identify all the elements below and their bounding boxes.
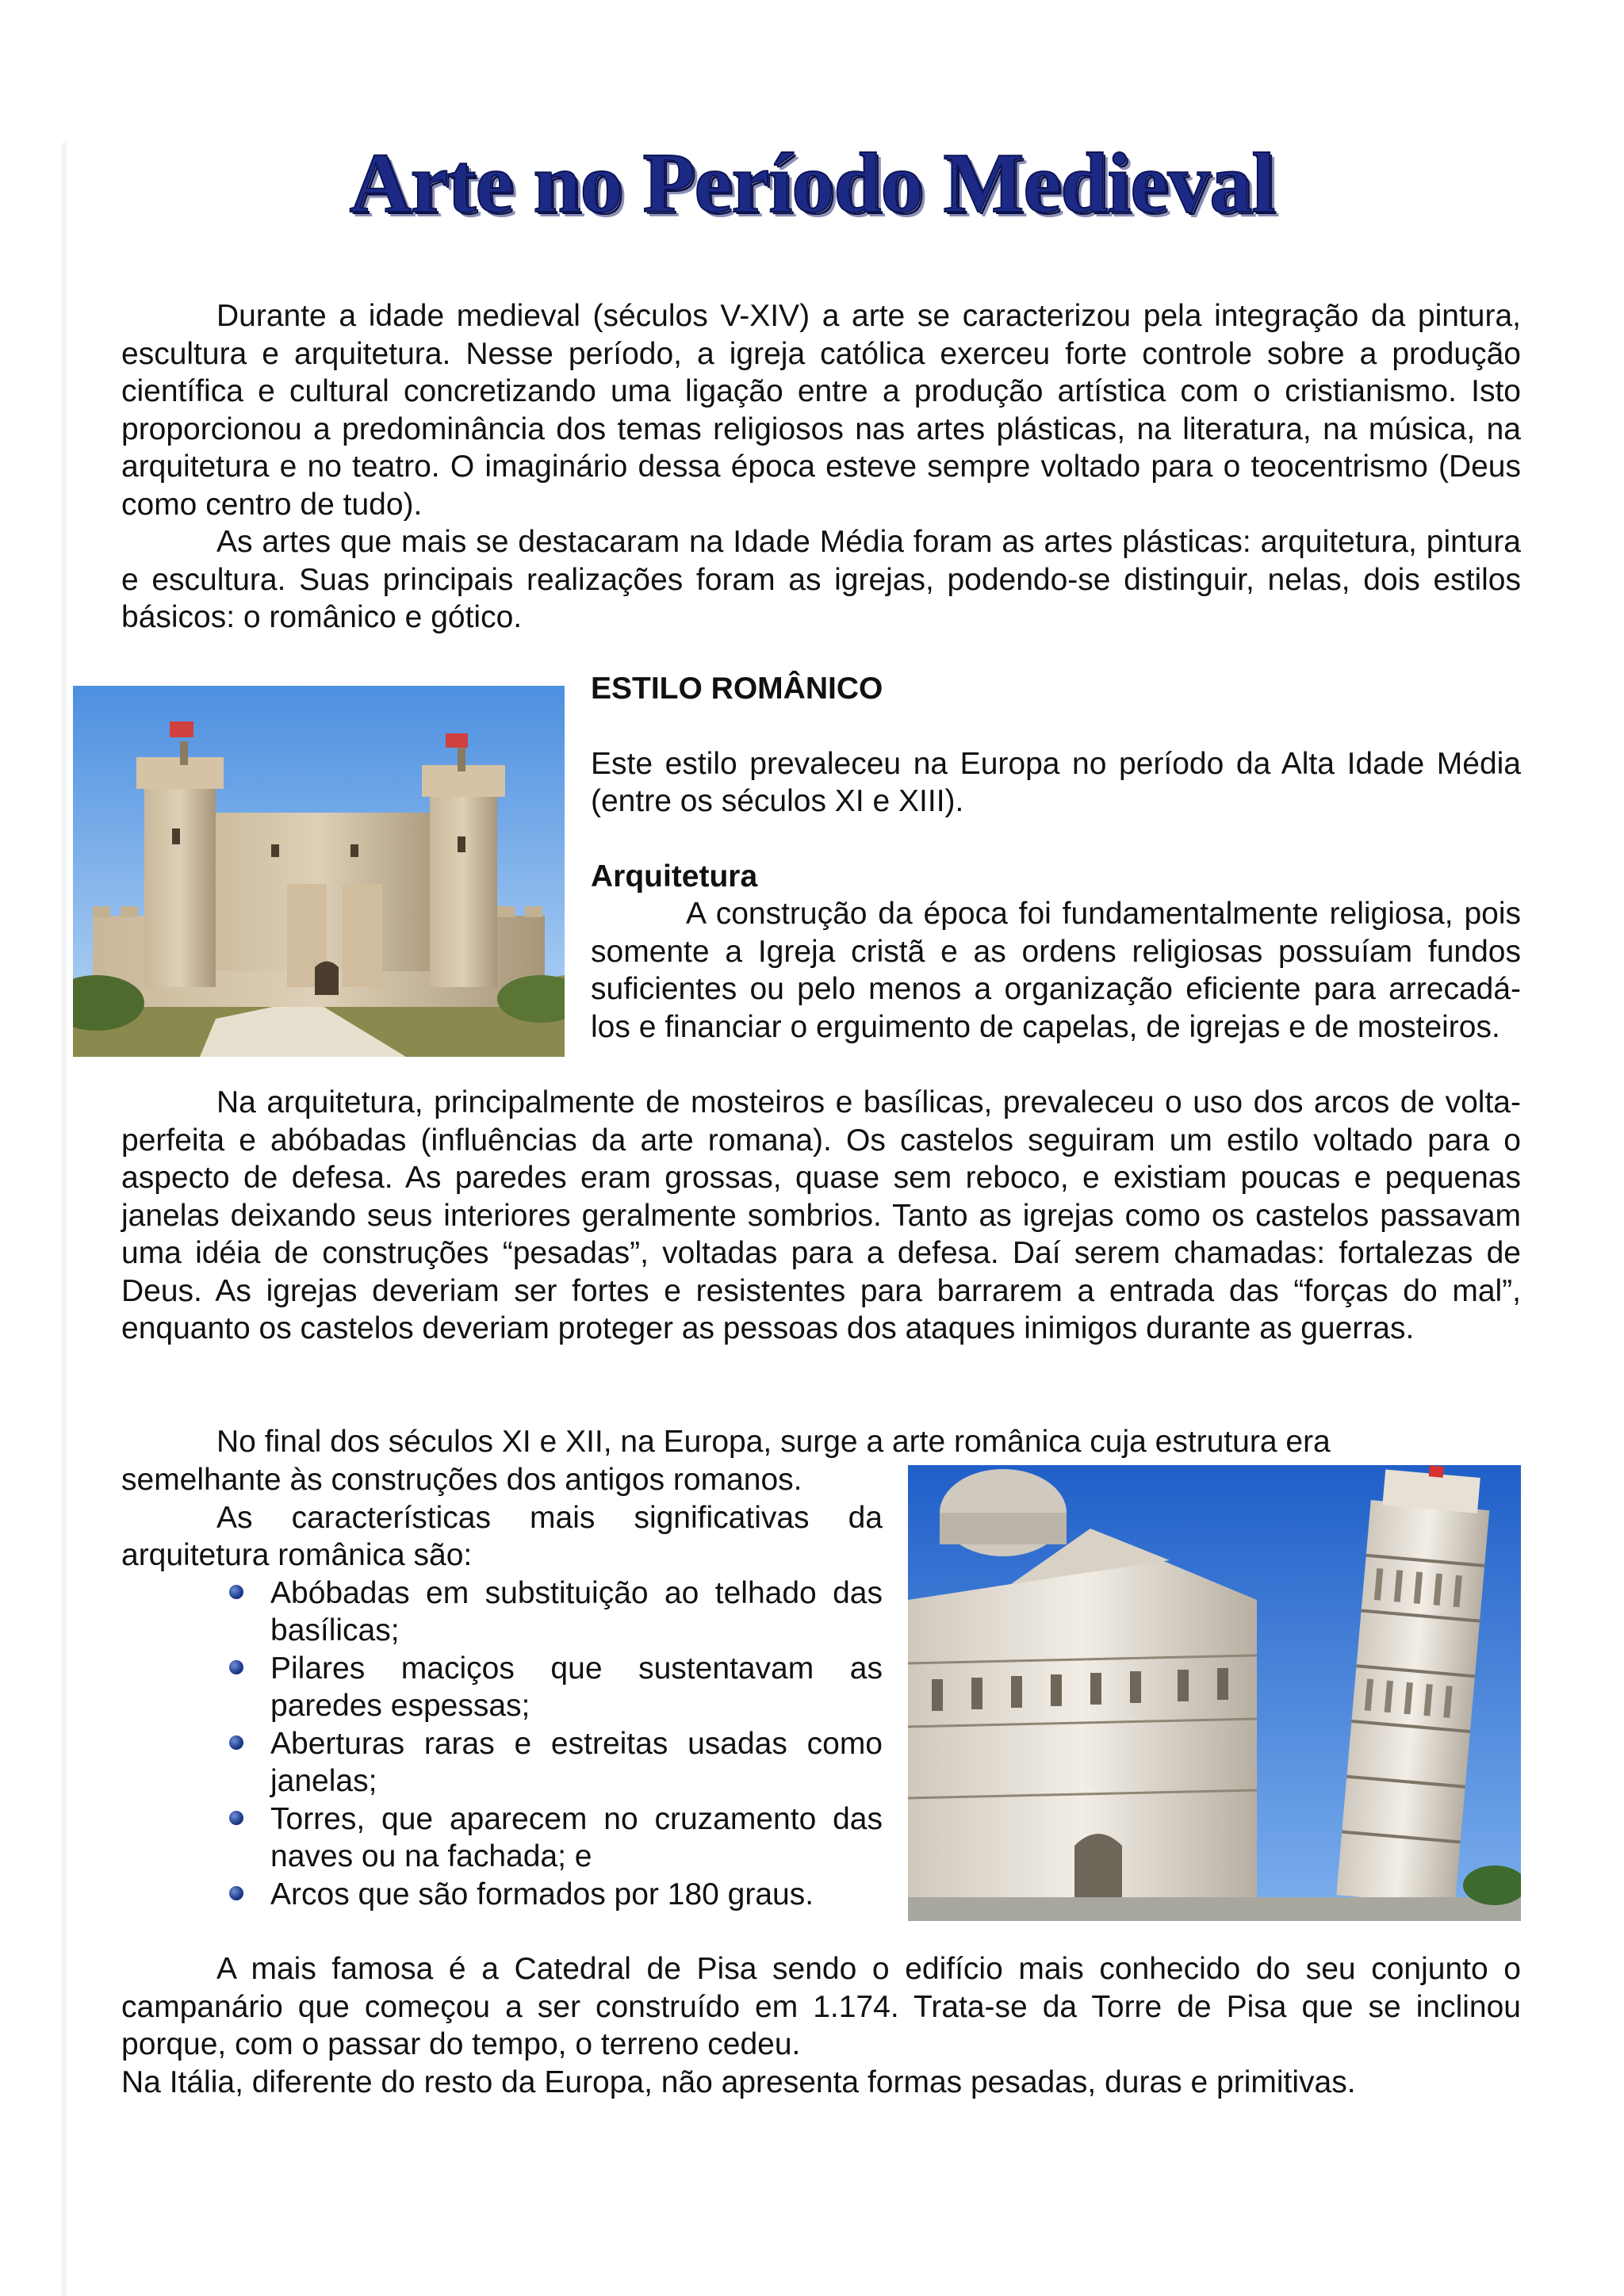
page-title: Arte no Período Medieval (349, 136, 1275, 231)
bullet-icon (229, 1585, 243, 1599)
spacer (591, 708, 1521, 745)
architecture-heading: Arquitetura (591, 859, 758, 894)
intro-paragraph-1: Durante a idade medieval (séculos V-XIV) a arte se caracterizou pela integração da pintura, escultura e arquitetura. Nesse período, a igreja católica exerceu forte controle sobre a produção científica e cultural concretizando uma ligação entre a produção artística com o cristianismo. Isto proporcionou a predominância dos temas religiosos nas artes plásticas, na literatura, na música, na arquitetura e no teatro. O imaginário dessa época esteve sempre voltado para o teocentrismo (Deus como centro de tudo). (121, 299, 1521, 522)
spacer (591, 821, 1521, 858)
body-section-2 (121, 1423, 1521, 1461)
body-paragraph-2-cont: semelhante às construções dos antigos romanos. (121, 1463, 802, 1497)
bullet-icon (229, 1886, 243, 1900)
body-paragraph-4: A mais famosa é a Catedral de Pisa sendo o edifício mais conhecido do seu conjunto o campanário que começou a ser construído em 1.174. Trata-se da Torre de Pisa que se inclinou porque, com o passar do tempo, o terreno cedeu. (121, 1952, 1521, 2061)
list-item: Aberturas raras e estreitas usadas como janelas; (270, 1725, 883, 1800)
intro-section (121, 297, 1521, 637)
list-item: Pilares maciços que sustentavam as paredes espessas; (270, 1650, 883, 1725)
body-section-1 (121, 1084, 1521, 1348)
body-paragraph-2: No final dos séculos XI e XII, na Europa, surge a arte românica cuja estrutura era (216, 1425, 1331, 1459)
intro-paragraph-2: As artes que mais se destacaram na Idade Média foram as artes plásticas: arquitetura, pintura e escultura. Suas principais realizações foram as igrejas, podendo-se distinguir, nelas, dois estilos básicos: o românico e gótico. (121, 525, 1521, 634)
body-paragraph-1: Na arquitetura, principalmente de mosteiros e basílicas, prevaleceu o uso dos arcos de volta-perfeita e abóbadas (influências da arte romana). Os castelos seguiram um estilo voltado para o aspecto de defesa. As paredes eram grossas, quase sem reboco, e existiam poucas e pequenas janelas deixando seus interiores geralmente sombrios. Tanto as igrejas como os castelos passavam uma idéia de construções “pesadas”, voltadas para a defesa. Daí serem chamadas: fortalezas de Deus. As igrejas deveriam ser fortes e resistentes para barrarem a entrada das “forças do mal”, enquanto os castelos deveriam proteger as pessoas dos ataques inimigos durante as guerras. (121, 1085, 1521, 1345)
list-item: Arcos que são formados por 180 graus. (270, 1876, 883, 1914)
characteristics-list (121, 1575, 883, 1914)
body-paragraph-5: Na Itália, diferente do resto da Europa, não apresenta formas pesadas, duras e primitivas. (121, 2064, 1356, 2099)
romanesque-heading: ESTILO ROMÂNICO (591, 672, 883, 706)
list-item: Abóbadas em substituição ao telhado das basílicas; (270, 1575, 883, 1650)
characteristics-section (121, 1461, 883, 1913)
pisa-photo (908, 1465, 1521, 1921)
closing-section (121, 1950, 1521, 2101)
castle-photo (73, 686, 565, 1057)
characteristics-intro: As características mais significativas da arquitetura românica são: (121, 1500, 883, 1572)
bullet-icon (229, 1811, 243, 1825)
list-item: Torres, que aparecem no cruzamento das naves ou na fachada; e (270, 1800, 883, 1876)
bullet-icon (229, 1735, 243, 1750)
romanesque-section (591, 670, 1521, 1046)
romanesque-intro: Este estilo prevaleceu na Europa no período da Alta Idade Média (entre os séculos XI e XIII). (591, 746, 1521, 818)
architecture-paragraph: A construção da época foi fundamentalmente religiosa, pois somente a Igreja cristã e as ordens religiosas possuíam fundos suficientes ou pelo menos a organização eficiente para arrecadá-los e financiar o erguimento de capelas, de igrejas e de mosteiros. (591, 897, 1521, 1044)
bullet-icon (229, 1660, 243, 1674)
page-edge-shadow (62, 143, 67, 2296)
